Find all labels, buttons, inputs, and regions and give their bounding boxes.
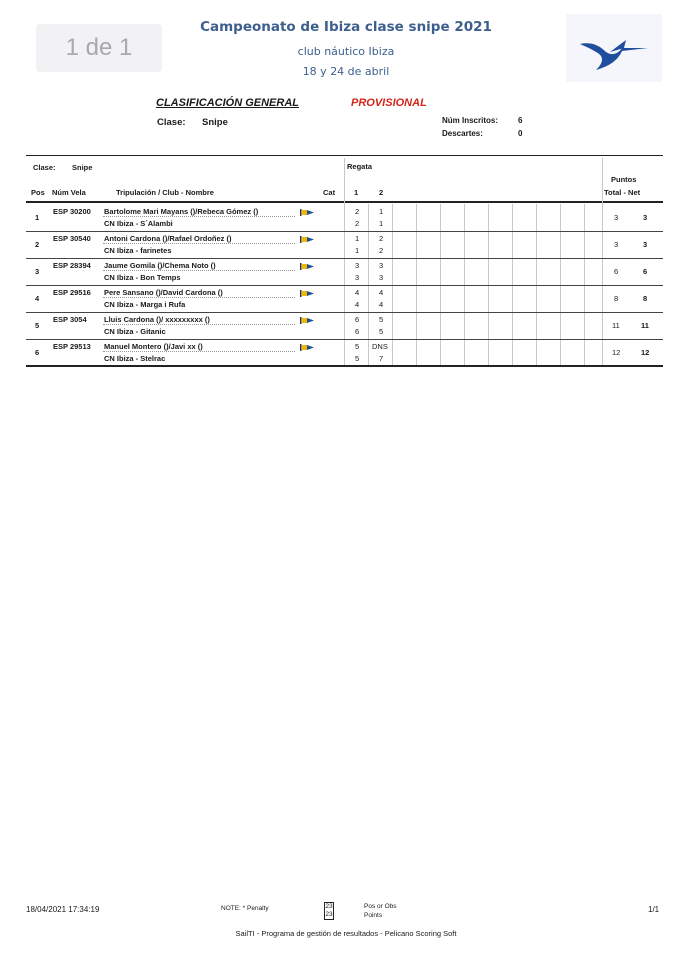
col-total-net: Total - Net: [604, 188, 641, 197]
race1-points: 1: [355, 246, 360, 255]
race2-score: 2: [379, 234, 384, 243]
clase-value: Snipe: [202, 117, 228, 128]
race2-score: DNS: [372, 342, 388, 351]
col-cat: Cat: [323, 188, 336, 197]
legend-top-value: 23: [325, 903, 333, 910]
race1-points: 3: [355, 273, 360, 282]
row-club: CN Ibiza - Gitanic: [104, 327, 166, 336]
net-points: 8: [643, 294, 648, 303]
race1-score: 3: [355, 261, 360, 270]
row-divider: [103, 270, 295, 271]
row-club: CN Ibiza - S´Alambi: [104, 219, 173, 228]
net-points: 3: [643, 213, 648, 222]
race2-points: 4: [379, 300, 384, 309]
table-row: [26, 258, 663, 284]
flag-icon: [300, 209, 314, 216]
row-crew: Jaume Gomila ()/Chema Noto (): [104, 261, 216, 270]
flag-icon: [300, 317, 314, 324]
row-pos: 6: [35, 348, 40, 357]
row-club: CN Ibiza - farinetes: [104, 246, 172, 255]
total-points: 3: [614, 240, 619, 249]
row-divider: [103, 324, 295, 325]
table-row: [26, 231, 663, 257]
descartes-label: Descartes:: [442, 129, 483, 138]
flag-icon: [300, 236, 314, 243]
race1-score: 1: [355, 234, 360, 243]
race1-score: 4: [355, 288, 360, 297]
row-crew: Lluis Cardona ()/ xxxxxxxxx (): [104, 315, 210, 324]
row-club: CN Ibiza - Bon Temps: [104, 273, 181, 282]
table-row: [26, 204, 663, 230]
row-sail: ESP 29516: [53, 288, 91, 297]
puntos-label: Puntos: [611, 175, 637, 184]
row-crew: Bartolome Mari Mayans ()/Rebeca Gómez (): [104, 207, 259, 216]
table-row: [26, 285, 663, 311]
row-divider: [103, 216, 295, 217]
inscritos-label: Núm Inscritos:: [442, 116, 499, 125]
row-crew: Manuel Montero ()/Javi xx (): [104, 342, 203, 351]
row-divider: [103, 243, 295, 244]
event-title: Campeonato de Ibiza clase snipe 2021: [200, 19, 492, 35]
net-points: 12: [641, 348, 650, 357]
table-bottom-rule: [26, 365, 663, 367]
row-club: CN Ibiza - Stelrac: [104, 354, 166, 363]
row-club: CN Ibiza - Marga i Rufa: [104, 300, 186, 309]
row-pos: 5: [35, 321, 40, 330]
total-points: 12: [612, 348, 621, 357]
net-points: 6: [643, 267, 648, 276]
row-divider: [103, 351, 295, 352]
software-credit: SailTI - Programa de gestión de resultados - Pelicano Scoring Soft: [235, 929, 457, 938]
penalty-note: NOTE: * Penalty: [221, 905, 269, 912]
col-crew: Tripulación / Club - Nombre: [116, 188, 214, 197]
race2-points: 7: [379, 354, 384, 363]
total-points: 11: [612, 321, 620, 330]
table-top-rule: [26, 155, 663, 156]
row-crew: Pere Sansano ()/David Cardona (): [104, 288, 223, 297]
regata-label: Regata: [347, 162, 373, 171]
flag-icon: [300, 344, 314, 351]
col-vela: Núm Vela: [52, 188, 86, 197]
page-number: 1/1: [648, 905, 660, 914]
table-row: [26, 312, 663, 338]
race2-points: 1: [379, 219, 384, 228]
legend-bottom-label: Points: [364, 912, 383, 919]
flag-icon: [300, 263, 314, 270]
race1-score: 6: [355, 315, 360, 324]
bird-logo-icon: [566, 14, 662, 82]
row-sail: ESP 30200: [53, 207, 91, 216]
race1-score: 2: [355, 207, 360, 216]
row-pos: 2: [35, 240, 40, 249]
table-clase-label: Clase:: [33, 163, 56, 172]
race2-points: 2: [379, 246, 384, 255]
race2-score: 3: [379, 261, 384, 270]
race1-points: 5: [355, 354, 360, 363]
race2-score: 4: [379, 288, 384, 297]
race1-points: 6: [355, 327, 360, 336]
print-timestamp: 18/04/2021 17:34:19: [26, 905, 100, 914]
total-points: 6: [614, 267, 619, 276]
total-points: 8: [614, 294, 619, 303]
table-clase-value: Snipe: [72, 163, 93, 172]
race2-points: 3: [379, 273, 384, 282]
race2-points: 5: [379, 327, 384, 336]
row-sail: ESP 30540: [53, 234, 91, 243]
col-race-1: 1: [354, 188, 359, 197]
flag-icon: [300, 290, 314, 297]
race1-score: 5: [355, 342, 360, 351]
status-provisional: PROVISIONAL: [351, 97, 427, 109]
race1-points: 4: [355, 300, 360, 309]
legend-bottom-value: 23: [325, 911, 333, 918]
report-heading: CLASIFICACIÓN GENERAL: [156, 97, 299, 109]
event-dates: 18 y 24 de abril: [302, 65, 390, 78]
row-pos: 3: [35, 267, 40, 276]
inscritos-value: 6: [518, 116, 523, 125]
row-divider: [103, 297, 295, 298]
table-row: [26, 339, 663, 365]
net-points: 11: [641, 321, 649, 330]
row-sail: ESP 28394: [53, 261, 91, 270]
row-pos: 4: [35, 294, 40, 303]
clase-label: Clase:: [157, 117, 186, 128]
descartes-value: 0: [518, 129, 523, 138]
row-crew: Antoni Cardona ()/Rafael Ordoñez (): [104, 234, 232, 243]
page-indicator: 1 de 1: [36, 24, 162, 72]
net-points: 3: [643, 240, 648, 249]
col-pos: Pos: [31, 188, 45, 197]
row-sail: ESP 3054: [53, 315, 87, 324]
race2-score: 1: [379, 207, 384, 216]
race1-points: 2: [355, 219, 360, 228]
row-pos: 1: [35, 213, 40, 222]
col-race-2: 2: [379, 188, 384, 197]
total-points: 3: [614, 213, 619, 222]
club-name: club náutico Ibiza: [297, 45, 395, 58]
row-sail: ESP 29513: [53, 342, 91, 351]
legend-box: [324, 902, 334, 920]
legend-top-label: Pos or Obs: [364, 903, 397, 910]
race2-score: 5: [379, 315, 384, 324]
